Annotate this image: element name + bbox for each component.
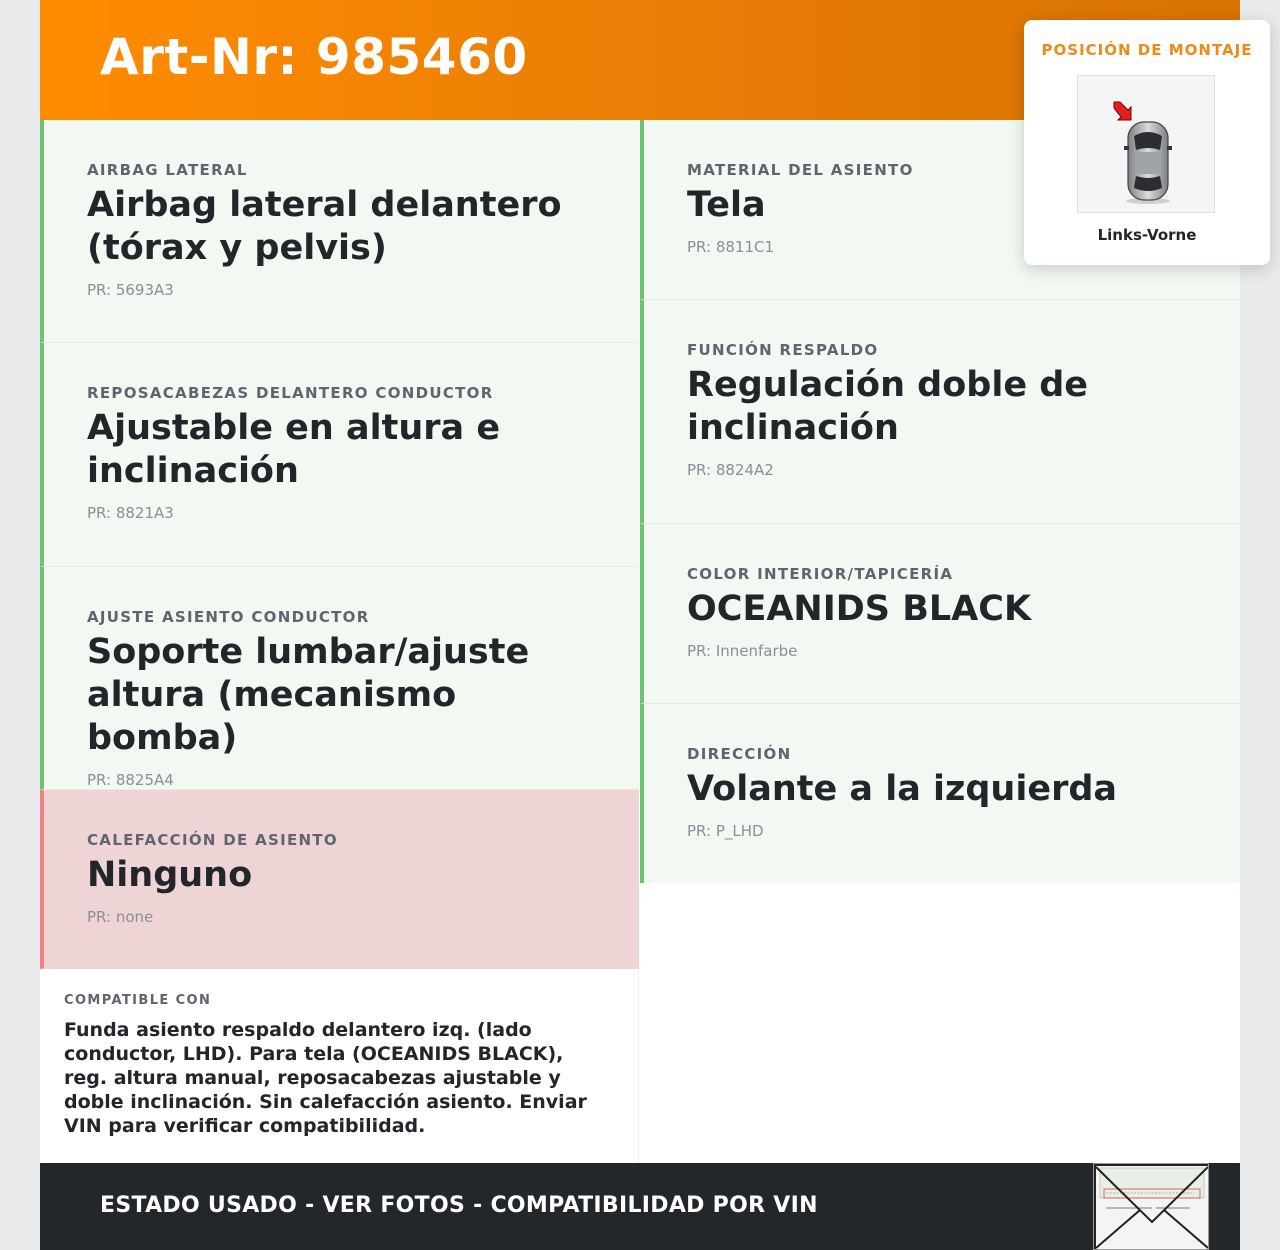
spec-card-seat-adjustment bbox=[40, 567, 639, 790]
car-top-view-icon bbox=[1077, 75, 1215, 213]
spec-label: REPOSACABEZAS DELANTERO CONDUCTOR bbox=[87, 384, 494, 402]
spec-value: Airbag lateral delantero (tórax y pelvis) bbox=[87, 185, 562, 268]
spec-card-side-airbag bbox=[40, 120, 639, 343]
spec-card-seat-heating bbox=[40, 790, 639, 969]
spec-label: AIRBAG LATERAL bbox=[87, 161, 248, 179]
spec-pr-code: PR: 8811C1 bbox=[687, 238, 775, 256]
compatibility-title: COMPATIBLE CON bbox=[64, 993, 212, 1008]
footer-bar bbox=[40, 1163, 1240, 1250]
spec-label: AJUSTE ASIENTO CONDUCTOR bbox=[87, 608, 370, 626]
spec-value: Ninguno bbox=[87, 855, 253, 895]
mounting-position-caption: Links-Vorne bbox=[1097, 226, 1197, 244]
spec-pr-code: PR: Innenfarbe bbox=[687, 642, 798, 660]
spec-value: Soporte lumbar/ajuste altura (mecanismo bomba) bbox=[87, 632, 530, 758]
spec-value: Ajustable en altura e inclinación bbox=[87, 408, 501, 491]
article-number-title: Art-Nr: 985460 bbox=[100, 28, 528, 86]
spec-value: Volante a la izquierda bbox=[687, 769, 1118, 809]
spec-pr-code: PR: 8824A2 bbox=[687, 461, 774, 479]
spec-label: MATERIAL DEL ASIENTO bbox=[687, 161, 914, 179]
spec-label: COLOR INTERIOR/TAPICERÍA bbox=[687, 565, 954, 583]
spec-card-backrest-function bbox=[640, 300, 1240, 524]
envelope-label-icon bbox=[1093, 1163, 1209, 1250]
spec-value: Tela bbox=[687, 185, 766, 225]
red-arrow-icon bbox=[1112, 100, 1138, 130]
spec-pr-code: PR: P_LHD bbox=[687, 822, 764, 840]
spec-label: CALEFACCIÓN DE ASIENTO bbox=[87, 831, 338, 849]
compatibility-section bbox=[40, 969, 639, 1163]
spec-label: FUNCIÓN RESPALDO bbox=[687, 341, 879, 359]
spec-pr-code: PR: 5693A3 bbox=[87, 281, 174, 299]
spec-pr-code: PR: none bbox=[87, 908, 154, 926]
spec-label: DIRECCIÓN bbox=[687, 745, 792, 763]
compatibility-text: Funda asiento respaldo delantero izq. (lado conductor, LHD). Para tela (OCEANIDS BLACK), reg. altura manual, reposacabezas ajustable y doble inclinación. Sin calefacción asiento. Enviar VIN para verificar compatibilidad. bbox=[64, 1019, 587, 1137]
spec-card-steering bbox=[640, 704, 1240, 883]
left-column bbox=[40, 120, 640, 969]
spec-pr-code: PR: 8821A3 bbox=[87, 504, 174, 522]
spec-pr-code: PR: 8825A4 bbox=[87, 771, 174, 789]
mounting-position-title: POSICIÓN DE MONTAJE bbox=[1041, 41, 1253, 59]
spec-card-headrest bbox=[40, 343, 639, 567]
spec-card-interior-color bbox=[640, 524, 1240, 704]
footer-text: ESTADO USADO - VER FOTOS - COMPATIBILIDAD POR VIN bbox=[100, 1193, 818, 1218]
spec-value: Regulación doble de inclinación bbox=[687, 365, 1089, 448]
spec-value: OCEANIDS BLACK bbox=[687, 589, 1032, 629]
page bbox=[40, 0, 1253, 1250]
mounting-position-card bbox=[1024, 20, 1270, 265]
